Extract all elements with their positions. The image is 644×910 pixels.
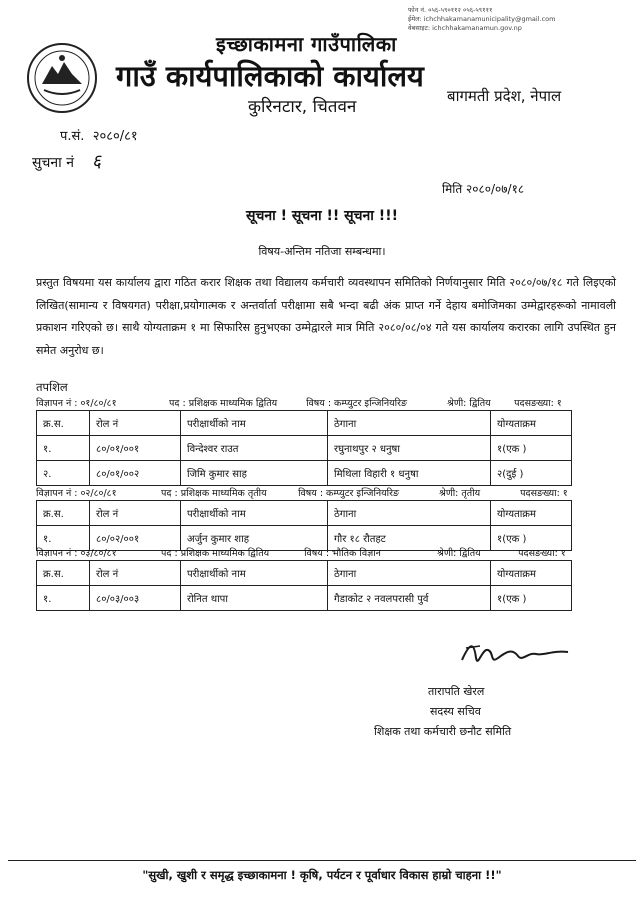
notice-body: प्रस्तुत विषयमा यस कार्यालय द्वारा गठित करार शिक्षक तथा विद्यालय कर्मचारी व्यवस्थापन समितिको निर्णयानुसार मिति २०८०/०७/१८ गते लिइएको लिखित(सामान्य र विषयगत) परीक्षा,प्रयोगात्मक र अन्तर्वार्ता परीक्षामा सबै भन्दा बढी अंक प्राप्त गर्ने देहाय बमोजिमका उम्मेद्वारहरूको नामावली प्रकाशन गरिएको छ। साथै योग्यताक्रम १ मा सिफारिस हुनुभएका उम्मेद्वारले मात्र मिति २०८०/०८/०४ गते यस कार्यालय करारका लागि उपस्थित हुन समेत अनुरोध छ। <box>36 276 616 357</box>
government-emblem-logo <box>24 40 100 116</box>
column-header: योग्यताक्रम <box>491 411 572 436</box>
table-row <box>37 461 572 486</box>
column-header: क्र.स. <box>37 501 90 526</box>
notice-date: मिति २०८०/०७/१८ <box>442 182 525 196</box>
table-header-row <box>37 561 572 586</box>
signatory-title: सदस्य सचिव <box>430 705 481 718</box>
table-row <box>37 436 572 461</box>
table-cell: १(एक ) <box>491 526 572 551</box>
result-table <box>36 410 572 486</box>
column-header: योग्यताक्रम <box>491 561 572 586</box>
province-name: बागमती प्रदेश, नेपाल <box>447 87 562 105</box>
column-header: ठेगाना <box>328 411 491 436</box>
office-location: कुरिनटार, चितवन <box>248 97 357 117</box>
notice-subject: विषय-अन्तिम नतिजा सम्बन्धमा। <box>258 245 386 258</box>
table-cell: १(एक ) <box>491 436 572 461</box>
notice-number-value: ६ <box>91 151 102 172</box>
table-cell: गौर १८ रौतहट <box>328 526 491 551</box>
column-header: परीक्षार्थीको नाम <box>181 501 328 526</box>
table-cell: १(एक ) <box>491 586 572 611</box>
table-cell: विन्देश्वर राउत <box>181 436 328 461</box>
table-cell: २(दुई ) <box>491 461 572 486</box>
table-cell: ८०/०२/००१ <box>90 526 181 551</box>
table-cell: ८०/०१/००२ <box>90 461 181 486</box>
signatory-name: तारापति खेरल <box>428 685 485 698</box>
advert-number: विज्ञापन नं : ०३/८०/८१ <box>36 548 117 559</box>
advert-header <box>36 396 562 409</box>
table-cell: गैडाकोट २ नवलपरासी पुर्व <box>328 586 491 611</box>
advert-number: विज्ञापन नं : ०२/८०/८१ <box>36 488 117 499</box>
result-table <box>36 500 572 551</box>
reference-label: प.सं. <box>60 129 85 144</box>
column-header: रोल नं <box>90 411 181 436</box>
advert-seats: पदसङख्या: १ <box>518 548 566 559</box>
column-header: क्र.स. <box>37 411 90 436</box>
table-cell: २. <box>37 461 90 486</box>
advert-level: श्रेणी: तृतीय <box>439 488 481 499</box>
table-header-row <box>37 411 572 436</box>
advert-subject: विषय : कम्प्युटर इन्जिनियरिङ <box>298 488 400 499</box>
table-cell: १. <box>37 526 90 551</box>
footer-divider <box>8 860 636 861</box>
column-header: रोल नं <box>90 501 181 526</box>
advert-subject: विषय : भौतिक विज्ञान <box>304 548 381 559</box>
office-title: गाउँ कार्यपालिकाको कार्यालय <box>116 59 424 93</box>
notice-number-label: सुचना नं <box>32 155 74 171</box>
advert-post: पद : प्रशिक्षक माध्यमिक द्वितिय <box>161 548 270 559</box>
contact-line: फोन नं. ०५६-५९०११२ ०५६-५९१११ <box>408 6 493 14</box>
notice-headline: सूचना ! सूचना !! सूचना !!! <box>246 208 398 224</box>
signatory-committee: शिक्षक तथा कर्मचारी छनौट समिति <box>374 725 512 738</box>
advert-level: श्रेणी: द्वितिय <box>447 398 491 409</box>
advert-subject: विषय : कम्प्युटर इन्जिनियरिङ <box>306 398 408 409</box>
advert-header <box>36 546 566 559</box>
table-cell: मिथिला विहारी १ धनुषा <box>328 461 491 486</box>
advert-header <box>36 486 568 499</box>
table-cell: १. <box>37 436 90 461</box>
advert-number: विज्ञापन नं : ०१/८०/८१ <box>36 398 117 409</box>
table-row <box>37 586 572 611</box>
column-header: योग्यताक्रम <box>491 501 572 526</box>
municipality-name: इच्छाकामना गाउँपालिका <box>216 32 397 56</box>
table-cell: ८०/०१/००१ <box>90 436 181 461</box>
advert-post: पद : प्रशिक्षक माध्यमिक तृतीय <box>161 488 267 499</box>
reference-number <box>60 126 138 144</box>
details-heading: तपशिल <box>36 380 68 394</box>
table-cell: ८०/०३/००३ <box>90 586 181 611</box>
column-header: ठेगाना <box>328 501 491 526</box>
column-header: परीक्षार्थीको नाम <box>181 411 328 436</box>
table-cell: रघुनाथपुर २ धनुषा <box>328 436 491 461</box>
table-cell: जिमि कुमार साह <box>181 461 328 486</box>
contact-line: वेबसाइट: ichchhakamanamun.gov.np <box>408 24 522 32</box>
advert-level: श्रेणी: द्वितिय <box>437 548 481 559</box>
advert-seats: पदसङख्या: १ <box>514 398 562 409</box>
contact-line: ईमेल: ichchhakamanamunicipality@gmail.com <box>408 15 556 23</box>
result-table <box>36 560 572 611</box>
table-header-row <box>37 501 572 526</box>
column-header: क्र.स. <box>37 561 90 586</box>
notice-number <box>32 149 101 173</box>
advert-seats: पदसङख्या: १ <box>520 488 568 499</box>
column-header: ठेगाना <box>328 561 491 586</box>
table-cell: १. <box>37 586 90 611</box>
contact-info <box>408 6 638 33</box>
table-cell: रोनित थापा <box>181 586 328 611</box>
footer-slogan: "सुखी, खुशी र समृद्ध इच्छाकामना ! कृषि, पर्यटन र पूर्वाधार विकास हाम्रो चाहना !!" <box>142 868 502 882</box>
column-header: परीक्षार्थीको नाम <box>181 561 328 586</box>
table-cell: अर्जुन कुमार शाह <box>181 526 328 551</box>
advert-post: पद : प्रशिक्षक माध्यमिक द्वितिय <box>169 398 278 409</box>
column-header: रोल नं <box>90 561 181 586</box>
reference-value: २०८०/८१ <box>92 129 138 144</box>
handwritten-signature <box>456 634 576 674</box>
